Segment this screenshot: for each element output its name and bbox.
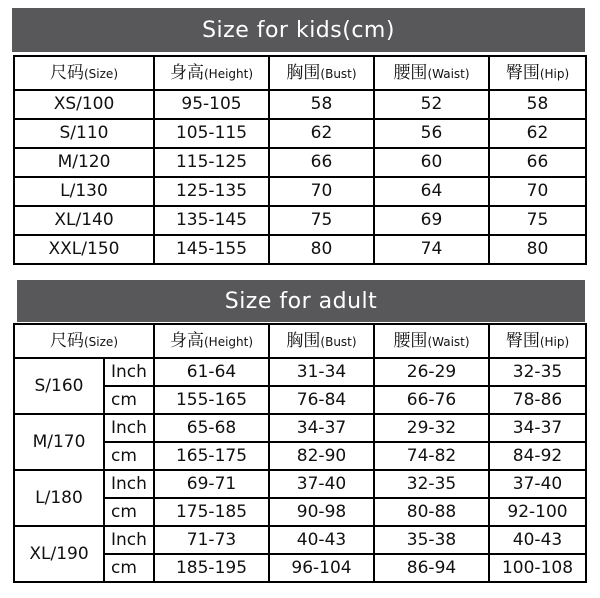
unit-cell: cm [104, 442, 154, 470]
unit-cell: Inch [104, 358, 154, 386]
size-cell: XS/100 [14, 90, 154, 119]
height-cell: 145-155 [154, 235, 269, 264]
hip-cell: 84-92 [489, 442, 586, 470]
bust-cell: 82-90 [269, 442, 374, 470]
bust-cell: 40-43 [269, 526, 374, 554]
waist-cell: 32-35 [374, 470, 489, 498]
bust-cell: 58 [269, 90, 374, 119]
hip-cell: 32-35 [489, 358, 586, 386]
bust-cell: 75 [269, 206, 374, 235]
waist-cell: 64 [374, 177, 489, 206]
kids-col-height: 身高(Height) [154, 56, 269, 90]
table-row [14, 148, 586, 177]
table-row [14, 90, 586, 119]
waist-cell: 60 [374, 148, 489, 177]
kids-col-waist: 腰围(Waist) [374, 56, 489, 90]
size-cell: L/180 [14, 470, 104, 526]
unit-cell: Inch [104, 414, 154, 442]
hip-cell: 66 [489, 148, 586, 177]
hip-cell: 34-37 [489, 414, 586, 442]
height-cell: 61-64 [154, 358, 269, 386]
hip-cell: 78-86 [489, 386, 586, 414]
height-cell: 95-105 [154, 90, 269, 119]
unit-cell: cm [104, 498, 154, 526]
adult-size-title: Size for adult [17, 280, 585, 322]
size-cell: L/130 [14, 177, 154, 206]
adult-col-waist: 腰围(Waist) [374, 324, 489, 358]
waist-cell: 86-94 [374, 554, 489, 582]
table-row [14, 206, 586, 235]
hip-cell: 80 [489, 235, 586, 264]
adult-col-size: 尺码(Size) [14, 324, 154, 358]
height-cell: 185-195 [154, 554, 269, 582]
size-cell: S/110 [14, 119, 154, 148]
size-cell: XL/140 [14, 206, 154, 235]
bust-cell: 90-98 [269, 498, 374, 526]
waist-cell: 69 [374, 206, 489, 235]
waist-cell: 26-29 [374, 358, 489, 386]
bust-cell: 80 [269, 235, 374, 264]
bust-cell: 34-37 [269, 414, 374, 442]
waist-cell: 52 [374, 90, 489, 119]
unit-cell: Inch [104, 470, 154, 498]
bust-cell: 76-84 [269, 386, 374, 414]
unit-cell: Inch [104, 526, 154, 554]
bust-cell: 31-34 [269, 358, 374, 386]
height-cell: 69-71 [154, 470, 269, 498]
hip-cell: 100-108 [489, 554, 586, 582]
unit-cell: cm [104, 554, 154, 582]
waist-cell: 29-32 [374, 414, 489, 442]
waist-cell: 66-76 [374, 386, 489, 414]
size-cell: XL/190 [14, 526, 104, 582]
bust-cell: 62 [269, 119, 374, 148]
hip-cell: 40-43 [489, 526, 586, 554]
size-cell: XXL/150 [14, 235, 154, 264]
table-row [14, 414, 586, 442]
hip-cell: 75 [489, 206, 586, 235]
height-cell: 165-175 [154, 442, 269, 470]
size-cell: M/170 [14, 414, 104, 470]
kids-col-size: 尺码(Size) [14, 56, 154, 90]
table-row [14, 235, 586, 264]
hip-cell: 70 [489, 177, 586, 206]
adult-col-hip: 臀围(Hip) [489, 324, 586, 358]
bust-cell: 37-40 [269, 470, 374, 498]
height-cell: 135-145 [154, 206, 269, 235]
waist-cell: 74 [374, 235, 489, 264]
bust-cell: 96-104 [269, 554, 374, 582]
hip-cell: 58 [489, 90, 586, 119]
hip-cell: 92-100 [489, 498, 586, 526]
height-cell: 175-185 [154, 498, 269, 526]
height-cell: 105-115 [154, 119, 269, 148]
table-row [14, 177, 586, 206]
adult-col-bust: 胸围(Bust) [269, 324, 374, 358]
hip-cell: 37-40 [489, 470, 586, 498]
adult-header-row [14, 324, 586, 358]
unit-cell: cm [104, 386, 154, 414]
kids-header-row [14, 56, 586, 90]
table-row [14, 119, 586, 148]
table-row [14, 526, 586, 554]
height-cell: 65-68 [154, 414, 269, 442]
waist-cell: 74-82 [374, 442, 489, 470]
bust-cell: 66 [269, 148, 374, 177]
bust-cell: 70 [269, 177, 374, 206]
table-row [14, 358, 586, 386]
hip-cell: 62 [489, 119, 586, 148]
height-cell: 125-135 [154, 177, 269, 206]
kids-col-bust: 胸围(Bust) [269, 56, 374, 90]
adult-col-height: 身高(Height) [154, 324, 269, 358]
kids-size-table [13, 55, 587, 265]
table-row [14, 470, 586, 498]
height-cell: 71-73 [154, 526, 269, 554]
kids-size-title: Size for kids(cm) [12, 8, 585, 52]
kids-col-hip: 臀围(Hip) [489, 56, 586, 90]
waist-cell: 35-38 [374, 526, 489, 554]
height-cell: 115-125 [154, 148, 269, 177]
size-cell: M/120 [14, 148, 154, 177]
adult-size-table [13, 323, 587, 583]
size-cell: S/160 [14, 358, 104, 414]
height-cell: 155-165 [154, 386, 269, 414]
waist-cell: 80-88 [374, 498, 489, 526]
waist-cell: 56 [374, 119, 489, 148]
